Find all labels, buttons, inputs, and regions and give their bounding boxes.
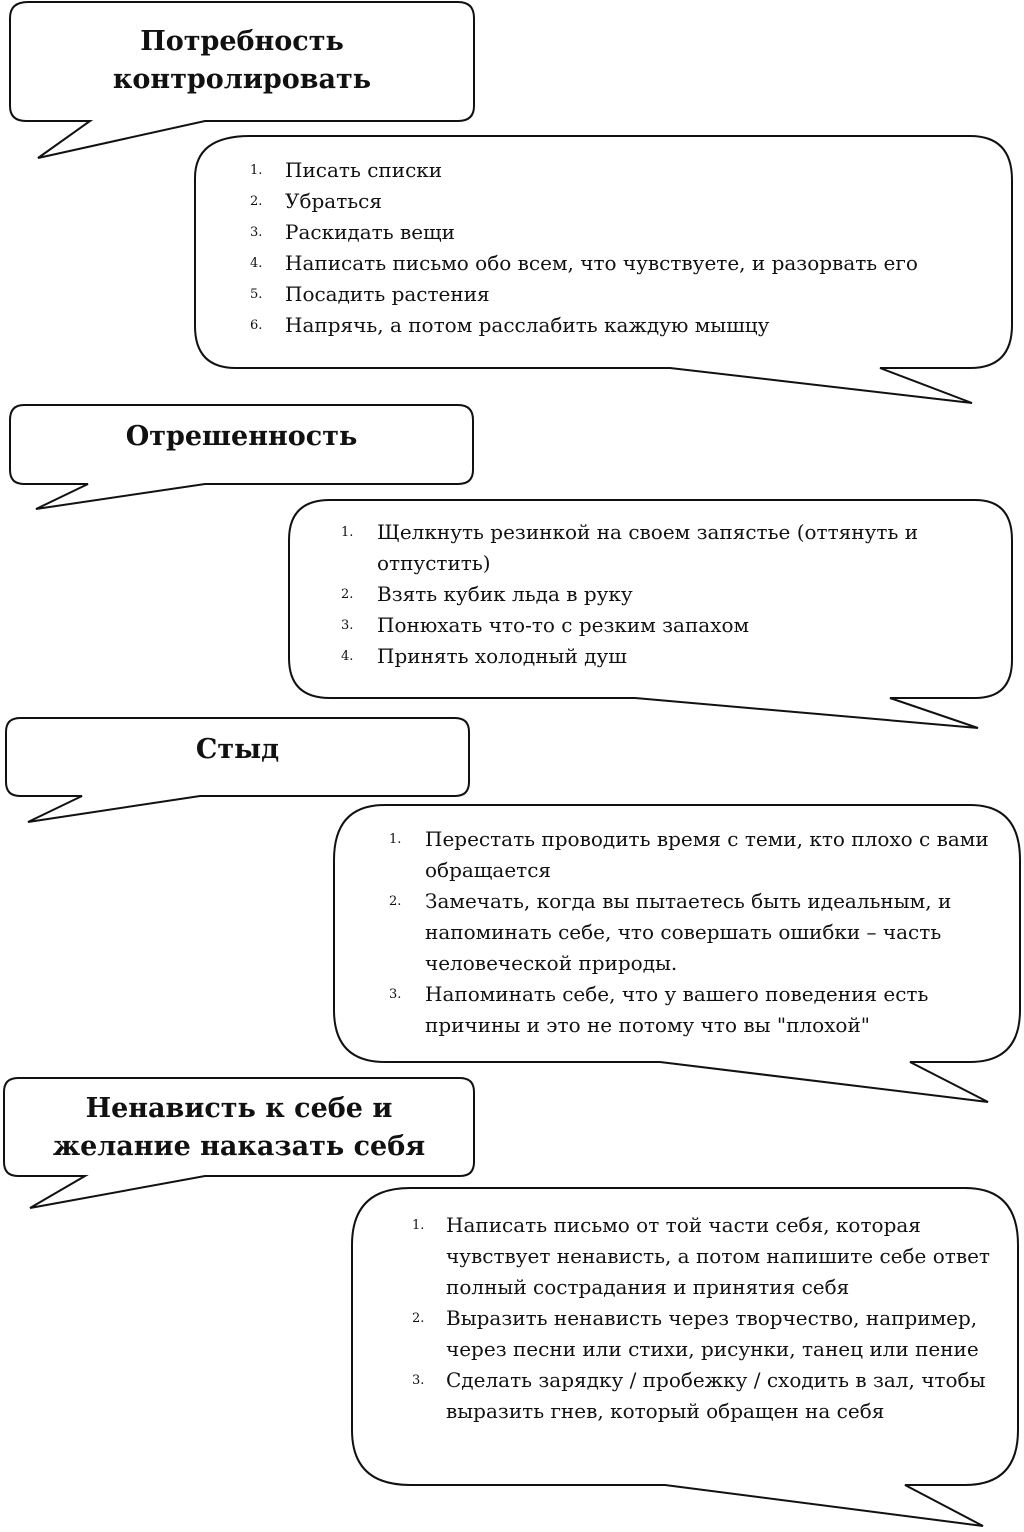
list-item	[412, 1303, 996, 1365]
title-1	[10, 14, 474, 108]
item-text: Замечать, когда вы пытаетесь быть идеальным, и напоминать себе, что совершать ошибки – часть человеческой природы.	[425, 889, 952, 975]
list-item	[250, 186, 985, 217]
item-number: 1.	[412, 1218, 425, 1233]
item-text: Принять холодный душ	[377, 644, 627, 668]
list-item	[389, 979, 990, 1041]
item-number: 2.	[389, 894, 402, 909]
list-item	[250, 217, 985, 248]
item-number: 1.	[341, 525, 354, 540]
title-4-line-2: желание наказать себя	[52, 1131, 426, 1162]
list-4	[412, 1210, 996, 1427]
title-4	[4, 1088, 474, 1168]
item-number: 3.	[412, 1373, 425, 1388]
item-text: Щелкнуть резинкой на своем запястье (оттянуть и отпустить)	[377, 520, 919, 575]
list-1	[250, 155, 985, 341]
item-text: Взять кубик льда в руку	[377, 582, 633, 606]
item-number: 5.	[250, 287, 263, 302]
item-text: Напоминать себе, что у вашего поведения есть причины и это не потому что вы "плохой"	[425, 982, 929, 1037]
item-number: 1.	[250, 163, 263, 178]
list-item	[250, 248, 985, 279]
item-number: 2.	[250, 194, 263, 209]
list-item	[341, 610, 977, 641]
item-text: Убраться	[285, 189, 382, 213]
item-text: Сделать зарядку / пробежку / сходить в зал, чтобы выразить гнев, который обращен на себя	[446, 1368, 986, 1423]
item-number: 3.	[389, 987, 402, 1002]
title-1-line-1: Потребность	[140, 26, 344, 57]
title-2	[10, 415, 473, 459]
item-number: 2.	[341, 587, 354, 602]
item-text: Перестать проводить время с теми, кто плохо с вами обращается	[425, 827, 989, 882]
item-text: Написать письмо обо всем, что чувствуете, и разорвать его	[285, 251, 918, 275]
list-item	[341, 517, 977, 579]
list-3	[389, 824, 990, 1041]
list-item	[412, 1365, 996, 1427]
item-number: 6.	[250, 318, 263, 333]
title-1-line-2: контролировать	[112, 64, 372, 95]
item-number: 3.	[341, 618, 354, 633]
title-2-line-1: Отрешенность	[125, 421, 358, 452]
item-text: Выразить ненависть через творчество, например, через песни или стихи, рисунки, танец или пение	[446, 1306, 979, 1361]
item-text: Написать письмо от той части себя, которая чувствует ненависть, а потом напишите себе ответ полный сострадания и принятия себя	[446, 1213, 990, 1299]
title-3	[6, 728, 469, 772]
item-text: Раскидать вещи	[285, 220, 455, 244]
item-number: 4.	[341, 649, 354, 664]
list-item	[341, 579, 977, 610]
list-item	[250, 155, 985, 186]
list-item	[389, 886, 990, 979]
item-text: Посадить растения	[285, 282, 490, 306]
list-item	[412, 1210, 996, 1303]
list-item	[341, 641, 977, 672]
item-text: Понюхать что-то с резким запахом	[377, 613, 750, 637]
title-3-line-1: Стыд	[195, 734, 280, 765]
list-item	[389, 824, 990, 886]
list-item	[250, 310, 985, 341]
list-item	[250, 279, 985, 310]
item-number: 1.	[389, 832, 402, 847]
item-number: 4.	[250, 256, 263, 271]
item-text: Напрячь, а потом расслабить каждую мышцу	[285, 313, 770, 337]
item-number: 3.	[250, 225, 263, 240]
item-number: 2.	[412, 1311, 425, 1326]
item-text: Писать списки	[285, 158, 443, 182]
title-4-line-1: Ненависть к себе и	[85, 1093, 393, 1124]
list-2	[341, 517, 977, 672]
